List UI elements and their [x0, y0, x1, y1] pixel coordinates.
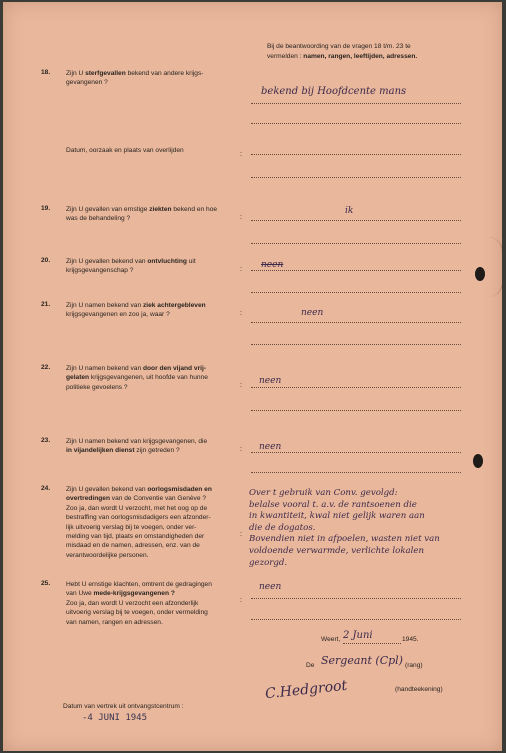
answer-25: neen [259, 582, 282, 592]
answer-24-line: gezorgd. [249, 557, 288, 568]
answer-line [251, 344, 461, 345]
question-text: Zijn U gevallen bekend van ontvluchting uit krijgsgevangenschap ? [66, 258, 196, 275]
question-number: 21. [41, 301, 51, 308]
colon: : [240, 382, 242, 389]
paper-fold [488, 237, 502, 297]
question-number: 24. [41, 485, 51, 492]
question-number: 19. [41, 205, 51, 212]
answer-line [251, 154, 461, 155]
place-date-line [343, 643, 401, 644]
rang-label: (rang) [405, 662, 423, 669]
question-number: 25. [41, 580, 51, 587]
answer-20: neen [261, 260, 284, 270]
answer-24-line: Over t gebruik van Conv. gevolgd: [249, 488, 398, 498]
question-text: Zijn U namen bekend van ziek achtergebleven krijgsgevangenen en zoo ja, waar ? [66, 302, 206, 319]
answer-line [251, 123, 461, 124]
answer-line [251, 598, 461, 599]
place-label: Weert, [321, 636, 341, 643]
question-text: Zijn U namen bekend van krijgsgevangenen, die in vijandelijken dienst zijn getreden ? [66, 438, 208, 455]
answer-22: neen [259, 376, 282, 386]
answer-line [251, 387, 461, 388]
answer-line [251, 103, 461, 104]
signature: C.Hedgroot [264, 677, 348, 703]
question-text: Hebt U ernstige klachten, omtrent de gedragingen van Uwe mede-krijgsgevangenen ? Zoo ja, dan wordt U verzocht een afzonderlijk uitvoerig verslag bij te voegen, onder vermelding van namen, rangen en adressen. [66, 581, 212, 626]
answer-19: ik [345, 206, 354, 216]
colon: : [240, 531, 242, 538]
colon: : [240, 597, 242, 604]
answer-line [251, 270, 461, 271]
de-label: De [306, 662, 315, 669]
colon: : [240, 214, 242, 221]
answer-18: bekend bij Hoofdcente mans [261, 86, 407, 97]
rank: Sergeant (Cpl) [321, 654, 403, 667]
answer-line [251, 619, 461, 620]
year: 1945. [402, 636, 419, 643]
answer-line [251, 410, 461, 411]
departure-stamp: -4 JUNI 1945 [82, 713, 148, 723]
punch-hole-top [475, 267, 485, 281]
colon: : [240, 446, 242, 453]
question-text: Zijn U gevallen van ernstige ziekten bekend en hoe was de behandeling ? [66, 206, 218, 223]
answer-24-line: belalse vooral t. a.v. de rantsoenen die [249, 499, 417, 510]
header-line-1: Bij de beantwoording van de vragen 18 t/m. 23 te [267, 43, 411, 50]
colon: : [240, 266, 242, 273]
departure-label: Datum van vertrek uit ontvangstcentrum : [63, 703, 184, 710]
question-text: Zijn U gevallen bekend van oorlogsmisdaden en overtredingen van de Conventie van Genève ? Zoo ja, dan wordt U verzocht, met het oog op de bestraffing van oorlogsmisdadigers een afzonder- lijk uitvoerig verslag bij te voegen, onder ver- melding van tijd, plaats en omstandigheden der misdaad en de namen, adressen, enz. van de verantwoordelijke personen. [66, 486, 212, 559]
answer-line [251, 322, 461, 323]
place-date: 2 Juni [343, 630, 373, 641]
answer-24-line: voldoende verwarmde, verlichte lokalen [249, 546, 425, 556]
handteekening-label: (handteekening) [395, 686, 443, 693]
answer-21: neen [301, 308, 324, 318]
answer-line [251, 177, 461, 178]
answer-24-line: Bovendien niet in afpoelen, wasten niet van [249, 534, 440, 545]
question-number: 18. [41, 69, 51, 76]
answer-line [251, 292, 461, 293]
question-text: Zijn U namen bekend van door den vijand vrij- gelaten krijgsgevangenen, uit hoofde van hunne politieke gevoelens ? [66, 365, 208, 391]
punch-hole-bottom [473, 454, 483, 468]
answer-line [251, 243, 461, 244]
colon: : [240, 151, 242, 158]
form-page [3, 2, 502, 751]
question-number: 22. [41, 364, 51, 371]
answer-24-line: in kwantiteit, kwal niet gelijk waren aan [249, 511, 425, 522]
colon: : [240, 310, 242, 317]
answer-23: neen [259, 442, 282, 452]
answer-line [251, 452, 461, 453]
header-line-2: vermelden : namen, rangen, leeftijden, adressen. [267, 53, 418, 60]
question-text: Zijn U sterfgevallen bekend van andere krijgs- gevangenen ? [66, 70, 204, 87]
question-text: Datum, oorzaak en plaats van overlijden [66, 147, 184, 154]
answer-24-line: die de dogatos. [249, 522, 316, 533]
question-number: 23. [41, 437, 51, 444]
question-number: 20. [41, 257, 51, 264]
answer-line [251, 472, 461, 473]
answer-line [251, 220, 461, 221]
